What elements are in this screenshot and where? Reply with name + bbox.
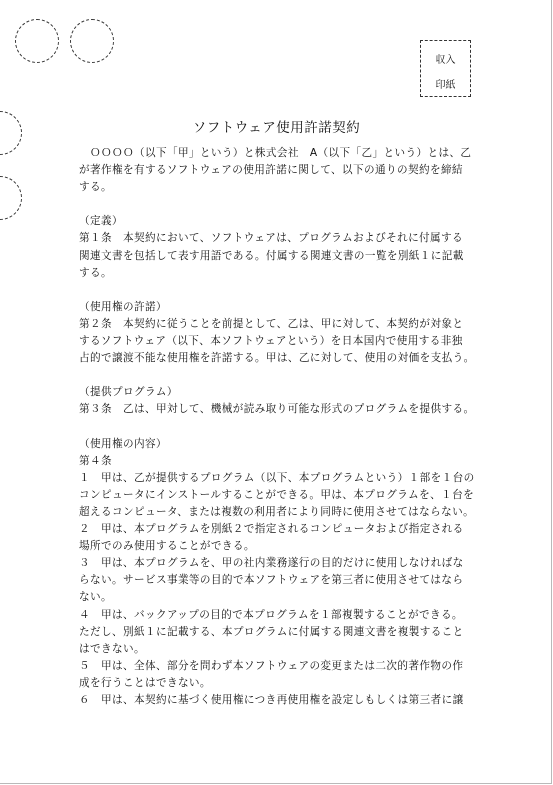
paragraph-gap [79, 282, 477, 299]
article-line: ない。 [79, 591, 112, 604]
section-heading: （提供プログラム） [79, 386, 178, 399]
section-heading: （使用権の内容） [79, 437, 167, 450]
stamp-label-top: 収入 [435, 55, 456, 66]
article-line: する。 [79, 266, 112, 279]
preamble-line: ＯＯＯＯ（以下「甲」という）と株式会社 A（以下「乙」という）とは、乙 [79, 147, 472, 159]
article-line: ６ 甲は、本契約に基づく使用権につき再使用権を設定しもしくは第三者に譲 [79, 694, 464, 706]
article-line: 成を行うことはできない。 [79, 676, 211, 689]
article-line: 占的で譲渡不能な使用権を許諾する。甲は、乙に対して、使用の対価を支払う。 [79, 352, 475, 365]
article-line: ただし、別紙１に記載する、本プログラムに付属する関連文書を複製すること [79, 625, 464, 638]
paragraph-gap [79, 367, 477, 384]
article-line: コンピュータにインストールすることができる。甲は、本プログラムを、１台を [79, 488, 475, 501]
preamble-line: する。 [79, 181, 112, 194]
dashed-circle-mark [70, 19, 114, 63]
article-line: 第１条 本契約において、ソフトウェアは、プログラムおよびそれに付属する [79, 232, 464, 245]
article-line: 第４条 [79, 454, 112, 467]
article-line: 超えるコンピュータ、または複数の利用者により同時に使用させてはならない。 [79, 505, 475, 518]
article-line: ２ 甲は、本プログラムを別紙２で指定されるコンピュータおよび指定される [79, 523, 464, 536]
preamble-line: が著作権を有するソフトウェアの使用許諾に関して、以下の通りの契約を締結 [79, 164, 463, 177]
article-line: ３ 甲は、本プログラムを、甲の社内業務遂行の目的だけに使用しなければな [79, 557, 464, 570]
contract-body [79, 145, 477, 709]
stamp-label-bottom: 印紙 [435, 80, 456, 91]
article-line: ５ 甲は、全体、部分を問わず本ソフトウェアの変更または二次的著作物の作 [79, 659, 464, 672]
contract-title: ソフトウェア使用許諾契約 [192, 120, 361, 136]
article-line: 関連文書を包括して表す用語である。付属する関連文書の一覧を別紙１に記載 [79, 249, 464, 262]
paragraph-gap [79, 419, 477, 436]
section-heading: （使用権の許諾） [79, 300, 167, 313]
paragraph-gap [79, 196, 477, 213]
article-line: １ 甲は、乙が提供するプログラム（以下、本プログラムという）１部を１台の [79, 471, 475, 484]
dashed-circle-mark [15, 19, 59, 63]
article-line: らない。サービス事業等の目的で本ソフトウェアを第三者に使用させてはなら [79, 574, 464, 587]
article-line: 場所でのみ使用することができる。 [79, 540, 255, 553]
section-heading: （定義） [79, 215, 123, 228]
revenue-stamp-box [420, 40, 471, 97]
article-line: ４ 甲は、バックアップの目的で本プログラムを１部複製することができる。 [79, 608, 463, 621]
article-line: 第２条 本契約に従うことを前提として、乙は、甲に対して、本契約が対象と [79, 317, 464, 330]
article-line: するソフトウェア（以下、本ソフトウェアという）を日本国内で使用する非独 [79, 335, 463, 348]
article-line: 第３条 乙は、甲対して、機械が読み取り可能な形式のプログラムを提供する。 [79, 403, 475, 416]
article-line: はできない。 [79, 642, 145, 655]
dashed-circle-mark [0, 176, 22, 220]
